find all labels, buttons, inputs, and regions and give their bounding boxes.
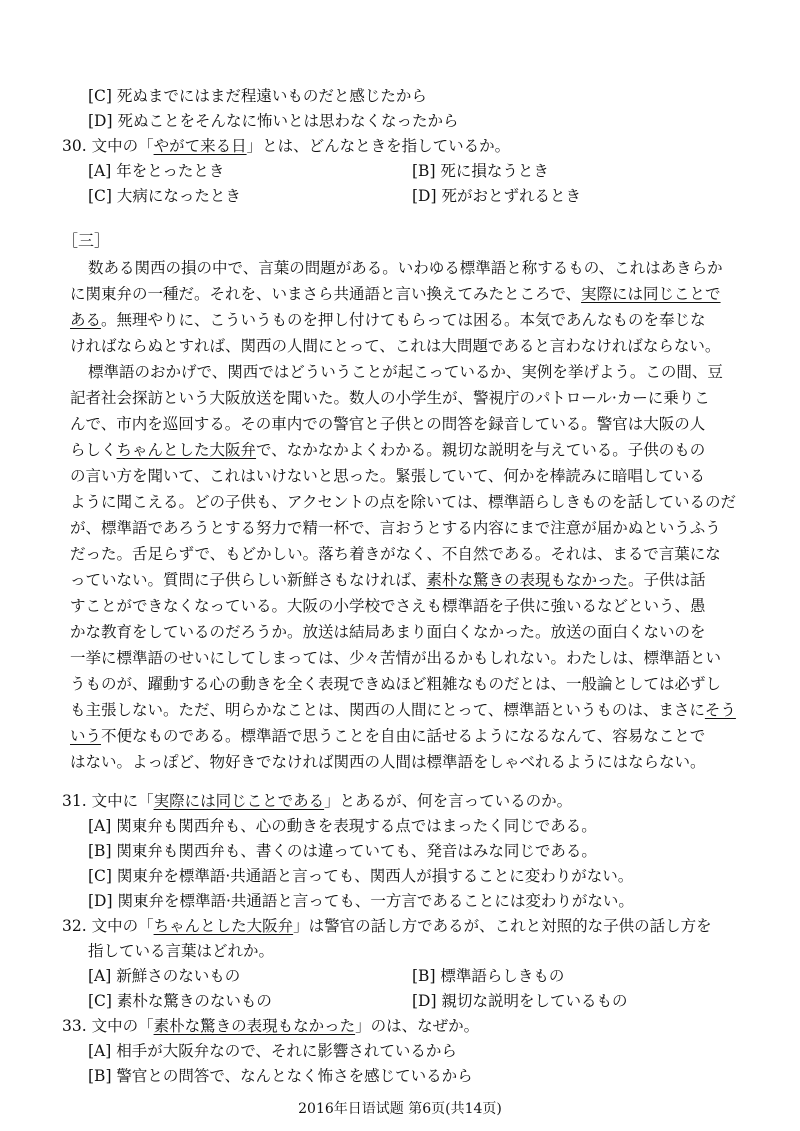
q29-option-c: [C] 死ぬまでにはまだ程遠いものだと感じたから [88,87,427,105]
passage-line: んで、市内を巡回する。その車内での警官と子供との問答を録音している。警官は大阪の人 [70,415,706,433]
passage-text: 。子供は話 [628,571,706,589]
passage-line: ければならぬとすれば、関西の人間にとって、これは大問題であると言わなければならない。 [70,337,721,355]
passage-line: 記者社会探訪という大阪放送を聞いた。数人の小学生が、警視庁のパトロール·カーに乗りこ [70,389,710,407]
passage-line [70,283,721,305]
passage-text: で、なかなかよくわかる。親切な説明を与えている。子供のもの [256,441,706,459]
q30-option-a: [A] 年をとったとき [88,162,225,180]
q30-pre: 30. 文中の「 [62,137,154,155]
passage-underlined: 素朴な驚きの表現もなかった [426,571,629,589]
passage-line [70,725,705,747]
q32-question-cont: 指している言葉はどれか。 [88,942,275,960]
passage-line: かな教育をしているのだろうか。放送は結局あまり面白くなかった。放送の面白くないのを [70,623,706,641]
q33-post: 」のは、なぜか。 [355,1017,480,1035]
q33-pre: 33. 文中の「 [62,1017,154,1035]
q32-post: 」は警官の話し方であるが、これと対照的な子供の話し方を [293,917,712,935]
q30-post: 」とは、どんなときを指しているか。 [246,137,511,155]
passage-line [70,699,736,721]
passage-text: 。無理やりに、こういうものを押し付けてもらっては困る。本気であんなものを奉じな [101,311,706,329]
passage-line: 標準語のおかげで、関西ではどういうことが起こっているか、実例を挙げよう。この間、豆 [88,363,723,381]
q31-option-c: [C] 関東弁を標準語·共通語と言っても、関西人が損することに変わりがない。 [88,867,634,885]
passage-line [70,439,705,461]
passage-text: っていない。質問に子供らしい新鮮さもなければ、 [70,571,427,589]
q33-underlined: 素朴な驚きの表現もなかった [153,1017,356,1035]
q32-option-c: [C] 素朴な驚きのないもの [88,992,272,1010]
passage-underlined: 実際には同じことで [581,285,721,303]
q31-question [62,790,572,812]
passage-line: 数ある関西の損の中で、言葉の問題がある。いわゆる標準語と称するもの、これはあきらか [88,259,723,277]
passage-text: らしく [70,441,117,459]
q30-underlined: やがて来る日 [153,137,247,155]
q32-option-a: [A] 新鮮さのないもの [88,967,241,985]
q33-question [62,1015,479,1037]
page-footer: 2016年日语试题 第6页(共14页) [298,1101,502,1117]
q30-option-b: [B] 死に損なうとき [412,162,549,180]
q32-question [62,915,712,937]
q33-option-a: [A] 相手が大阪弁なので、それに影響されているから [88,1042,457,1060]
passage-line: はない。よっぽど、物好きでなければ関西の人間は標準語をしゃべれるようにはならない。 [70,753,706,771]
q32-underlined: ちゃんとした大阪弁 [153,917,294,935]
q31-underlined: 実際には同じことである [153,792,325,810]
q31-post: 」とあるが、何を言っているのか。 [324,792,573,810]
passage-underlined: ある [70,311,102,329]
q30-question [62,135,510,157]
passage-line: うものが、躍動する心の動きを全く表現できぬほど粗雑なものだとは、一般論としては必ずし [70,675,722,693]
q33-option-b: [B] 警官との問答で、なんとなく怖さを感じているから [88,1067,473,1085]
q32-option-b: [B] 標準語らしきもの [412,967,565,985]
passage-text: 不便なものである。標準語で思うことを自由に話せるようになるなんて、容易なことで [101,727,706,745]
q30-option-d: [D] 死がおとずれるとき [412,187,581,205]
q31-pre: 31. 文中に「 [62,792,154,810]
passage-line: が、標準語であろうとする努力で精一杯で、言おうとする内容にまで注意が届かぬというふう [70,519,721,537]
passage-text: も主張しない。ただ、明らかなことは、関西の人間にとって、標準語というものは、まさに [70,701,705,719]
passage-line: だった。舌足らずで、もどかしい。落ち着きがなく、不自然である。それは、まるで言葉にな [70,545,721,563]
q32-option-d: [D] 親切な説明をしているもの [412,992,628,1010]
q31-option-b: [B] 関東弁も関西弁も、書くのは違っていても、発音はみな同じである。 [88,842,597,860]
passage-line [70,309,706,331]
q30-option-c: [C] 大病になったとき [88,187,241,205]
q31-option-a: [A] 関東弁も関西弁も、心の動きを表現する点ではまったく同じである。 [88,817,597,835]
passage-underlined: ちゃんとした大阪弁 [116,441,257,459]
section-heading: ［三］ [62,231,111,250]
passage-line: 一挙に標準語のせいにしてしまっては、少々苦情が出るかもしれない。わたしは、標準語とい [70,649,722,667]
passage-line: すことができなくなっている。大阪の小学校でさえも標準語を子供に強いるなどという、愚 [70,597,706,615]
passage-line [70,569,706,591]
passage-line: ように聞こえる。どの子供も、アクセントの点を除いては、標準語らしきものを話しているのだ [70,493,737,511]
passage-text: に関東弁の一種だ。それを、いまさら共通語と言い換えてみたところで、 [70,285,582,303]
passage-underlined: そう [704,701,736,719]
q31-option-d: [D] 関東弁を標準語·共通語と言っても、一方言であることには変わりがない。 [88,892,634,910]
q29-option-d: [D] 死ぬことをそんなに怖いとは思わなくなったから [88,112,459,130]
q32-pre: 32. 文中の「 [62,917,154,935]
passage-line: の言い方を聞いて、これはいけないと思った。緊張していて、何かを棒読みに暗唱している [70,467,705,485]
passage-underlined: いう [70,727,102,745]
